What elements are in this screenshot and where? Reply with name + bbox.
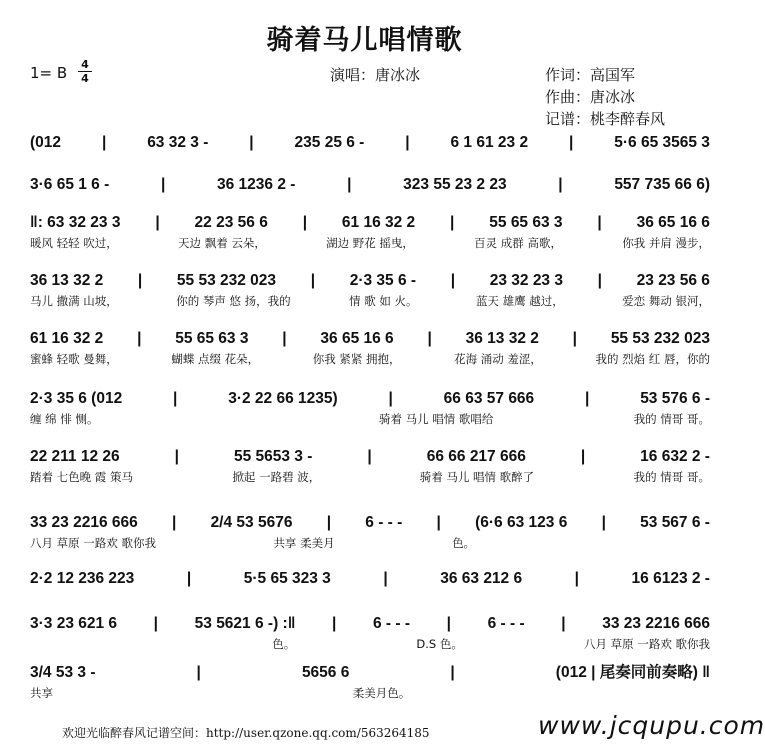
lyric-segment: 掀起 一路碧 波，: [232, 470, 321, 484]
lyric-segment: 柔美月色。: [352, 686, 411, 700]
measure: 36 63 212 6: [440, 570, 523, 587]
measure: 3·2 22 66 1235): [228, 390, 338, 407]
lyric-segment: 我的 情哥 哥。: [633, 470, 710, 484]
lyric-row: [30, 235, 710, 251]
lyric-segment: 共享: [30, 686, 53, 700]
lyric-segment: 缠 绵 悱 恻。: [30, 412, 99, 426]
measure: 36 65 16 6: [320, 330, 394, 347]
measure: 55 65 63 3: [175, 330, 249, 347]
lyric-segment: 蝴蝶 点缀 花朵，: [171, 352, 260, 366]
measure: (012 | 尾奏同前奏略) ‖: [555, 664, 710, 681]
bar-line: |: [572, 330, 578, 347]
measure: 323 55 23 2 23: [403, 176, 507, 193]
transcriber-credit: 记谱：桃李醉春风: [545, 110, 666, 128]
score-row: [30, 210, 710, 232]
bar-line: |: [446, 615, 451, 632]
bar-line: |: [388, 390, 393, 407]
measure: 36 1236 2 -: [217, 176, 296, 193]
lyric-segment: 情 歌 如 火。: [349, 294, 418, 308]
measure: 22 211 12 26: [30, 448, 120, 465]
bar-line: |: [568, 134, 574, 151]
meter-top: 4: [81, 58, 89, 71]
bar-line: |: [597, 272, 602, 289]
bar-line: |: [302, 214, 308, 231]
measure: 6 - - -: [365, 514, 403, 531]
lyric-segment: 湖边 野花 摇曳，: [326, 236, 414, 250]
measure: 3/4 53 3 -: [30, 664, 96, 681]
meter-bottom: 4: [81, 72, 89, 85]
measure: 55 53 232 023: [610, 330, 710, 347]
lyric-segment: 骑着 马儿 唱情 歌醉了: [419, 470, 535, 484]
lyric-segment: 骑着 马儿 唱情 歌唱给: [378, 412, 494, 426]
measure: 55 5653 3 -: [233, 448, 313, 465]
lyric-segment: 花海 涌动 羞涩，: [454, 352, 542, 366]
bar-line: |: [137, 330, 142, 347]
score-row: [30, 172, 710, 194]
bar-line: |: [153, 615, 159, 632]
song-title: 骑着马儿唱情歌: [266, 25, 463, 56]
measure: 2·3 35 6 -: [349, 272, 417, 289]
score-row: [30, 444, 710, 466]
bar-line: |: [561, 615, 566, 632]
measure: 16 6123 2 -: [631, 570, 710, 587]
lyric-segment: 你的 琴声 悠 扬，我的: [176, 294, 291, 308]
lyric-row: [30, 636, 710, 652]
measure: 63 32 3 -: [147, 134, 209, 151]
lyric-row: [30, 411, 710, 427]
lyric-row: [30, 293, 710, 309]
lyric-segment: 百灵 成群 高歌，: [474, 236, 562, 250]
measure: 2·3 35 6 (012: [30, 390, 123, 407]
bar-line: |: [332, 615, 337, 632]
bar-line: |: [310, 272, 316, 289]
bar-line: |: [597, 214, 602, 231]
bar-line: |: [196, 664, 201, 681]
bar-line: |: [186, 570, 192, 587]
lyric-segment: 八月 草原 一路欢 歌你我: [30, 536, 156, 550]
bar-line: |: [427, 330, 432, 347]
bar-line: |: [249, 134, 254, 151]
bar-line: |: [450, 664, 455, 681]
measure: 6 1 61 23 2: [450, 134, 529, 151]
bar-line: |: [173, 390, 178, 407]
score-row: [30, 130, 710, 152]
bar-line: |: [367, 448, 372, 465]
bar-line: |: [436, 514, 441, 531]
singer-credit: 演唱：唐冰冰: [330, 66, 421, 84]
lyric-segment: 共享 柔美月: [273, 536, 335, 550]
lyric-row: [30, 685, 710, 701]
bar-line: |: [574, 570, 579, 587]
bar-line: |: [450, 214, 455, 231]
lyric-segment: 天边 飘着 云朵，: [178, 236, 266, 250]
lyric-segment: D.S 色。: [416, 637, 463, 651]
measure: 53 576 6 -: [640, 390, 710, 407]
lyric-segment: 色。: [452, 536, 476, 550]
lyric-segment: 我的 情哥 哥。: [633, 412, 710, 426]
measure: 66 66 217 666: [426, 448, 526, 465]
measure: ‖: 63 32 23 3: [30, 214, 121, 231]
bar-line: |: [405, 134, 410, 151]
measure: (6·6 63 123 6: [475, 514, 568, 531]
bar-line: |: [174, 448, 179, 465]
measure: 2·2 12 236 223: [30, 570, 135, 587]
bar-line: |: [137, 272, 143, 289]
measure: 55 53 232 023: [176, 272, 277, 289]
lyric-segment: 爱恋 舞动 银河，: [622, 294, 710, 308]
measure: 55 65 63 3: [489, 214, 563, 231]
bar-line: |: [282, 330, 287, 347]
time-signature: [78, 59, 92, 84]
lyric-segment: 蓝天 雄鹰 越过，: [475, 294, 564, 308]
measure: 5·5 65 323 3: [243, 570, 331, 587]
measure: 23 32 23 3: [489, 272, 563, 289]
measure: 235 25 6 -: [294, 134, 365, 151]
measure: 33 23 2216 666: [30, 514, 138, 531]
lyric-segment: 踏着 七色晚 霞 策马: [30, 470, 133, 484]
measure: 36 13 32 2: [465, 330, 539, 347]
measure: 5656 6: [301, 664, 350, 681]
measure: 6 - - -: [373, 615, 411, 632]
lyric-segment: 你我 紧紧 拥抱，: [312, 352, 401, 366]
lyric-row: [30, 351, 710, 367]
measure: 16 632 2 -: [640, 448, 710, 465]
lyric-segment: 色。: [272, 637, 296, 651]
score-row: [30, 268, 710, 290]
measure: (012: [30, 134, 62, 151]
lyric-segment: 暖风 轻轻 吹过，: [30, 236, 118, 250]
measure: 3·3 23 621 6: [30, 615, 118, 632]
measure: 53 5621 6 -) :‖: [194, 615, 296, 632]
bar-line: |: [580, 448, 586, 465]
measure: 5·6 65 3565 3: [614, 134, 710, 151]
composer-credit: 作曲：唐冰冰: [545, 88, 636, 106]
lyric-segment: 八月 草原 一路欢 歌你我: [584, 637, 710, 651]
bar-line: |: [326, 514, 332, 531]
bar-line: |: [601, 514, 606, 531]
bar-line: |: [160, 176, 166, 193]
measure: 557 735 66 6): [614, 176, 710, 193]
bar-line: |: [450, 272, 456, 289]
score-row: [30, 326, 710, 348]
site-watermark: www.jcqupu.com: [538, 711, 765, 740]
measure: 2/4 53 5676: [210, 514, 293, 531]
measure: 3·6 65 1 6 -: [30, 176, 110, 193]
measure: 66 63 57 666: [443, 390, 535, 407]
measure: 61 16 32 2: [30, 330, 104, 347]
lyric-segment: 马儿 撒满 山坡，: [30, 294, 118, 308]
bar-line: |: [101, 134, 107, 151]
score-row: [30, 611, 710, 633]
bar-line: |: [347, 176, 352, 193]
footer-link-text: 欢迎光临醉春风记谱空间：http://user.qzone.qq.com/563264185: [62, 726, 430, 740]
lyricist-credit: 作词：高国军: [545, 66, 636, 84]
bar-line: |: [585, 390, 590, 407]
lyric-segment: 我的 烈焰 红 唇，你的: [595, 352, 710, 366]
score-row: [30, 510, 710, 532]
lyric-row: [30, 469, 710, 485]
bar-line: |: [155, 214, 160, 231]
bar-line: |: [558, 176, 563, 193]
measure: 61 16 32 2: [341, 214, 416, 231]
lyric-segment: 蜜蜂 轻歌 曼舞，: [30, 352, 118, 366]
key-signature: 1= B: [30, 64, 68, 82]
lyric-row: [30, 535, 710, 551]
measure: 36 13 32 2: [30, 272, 104, 289]
measure: 36 65 16 6: [636, 214, 710, 231]
bar-line: |: [383, 570, 388, 587]
measure: 23 23 56 6: [636, 272, 710, 289]
lyric-segment: 你我 并肩 漫步，: [622, 236, 710, 250]
score-row: [30, 386, 710, 408]
measure: 33 23 2216 666: [602, 615, 710, 632]
measure: 53 567 6 -: [640, 514, 710, 531]
score-row: [30, 660, 710, 682]
measure: 22 23 56 6: [194, 214, 268, 231]
bar-line: |: [171, 514, 177, 531]
measure: 6 - - -: [487, 615, 525, 632]
score-row: [30, 566, 710, 588]
